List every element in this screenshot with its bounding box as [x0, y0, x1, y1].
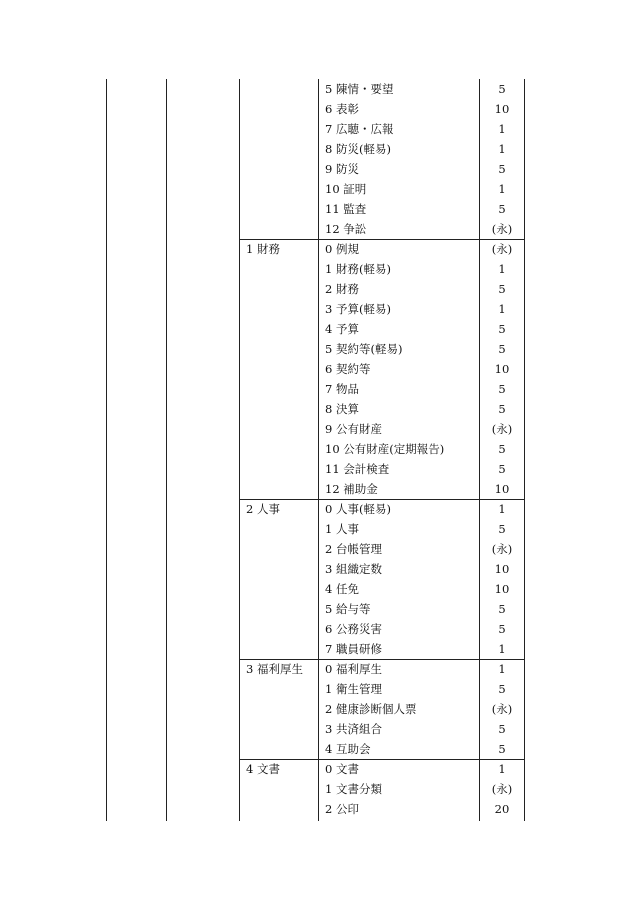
item-label: 9 公有財産 [325, 422, 382, 436]
retention-period: 10 [494, 562, 510, 576]
retention-period: 5 [498, 742, 506, 756]
item-label: 4 互助会 [325, 742, 371, 756]
retention-period: 20 [494, 802, 510, 816]
item-label: 1 人事 [325, 522, 359, 536]
item-label: 3 共済組合 [325, 722, 382, 736]
retention-period: 5 [498, 322, 506, 336]
item-label: 1 文書分類 [325, 782, 382, 796]
retention-period: 5 [498, 522, 506, 536]
retention-period: 1 [498, 642, 506, 656]
retention-period: 5 [498, 462, 506, 476]
item-label: 7 広聴・広報 [325, 122, 394, 136]
retention-period: 5 [498, 602, 506, 616]
category-label: 2 人事 [246, 502, 280, 516]
item-label: 10 公有財産(定期報告) [325, 442, 445, 456]
item-label: 4 任免 [325, 582, 359, 596]
item-label: 6 表彰 [325, 102, 359, 116]
retention-period: 5 [498, 622, 506, 636]
item-label: 8 防災(軽易) [325, 142, 391, 156]
retention-period: 10 [494, 362, 510, 376]
item-label: 4 予算 [325, 322, 359, 336]
retention-period: 5 [498, 282, 506, 296]
item-label: 8 決算 [325, 402, 359, 416]
retention-period: 5 [498, 202, 506, 216]
retention-period: 1 [498, 302, 506, 316]
item-label: 5 陳情・要望 [325, 82, 394, 96]
column-border [239, 79, 240, 821]
retention-period: 1 [498, 262, 506, 276]
item-label: 3 予算(軽易) [325, 302, 391, 316]
retention-period: 1 [498, 502, 506, 516]
retention-period: (永) [491, 242, 513, 256]
retention-period: (永) [491, 422, 513, 436]
item-label: 10 証明 [325, 182, 367, 196]
retention-period: 1 [498, 182, 506, 196]
item-label: 5 給与等 [325, 602, 371, 616]
item-label: 1 財務(軽易) [325, 262, 391, 276]
category-label: 1 財務 [246, 242, 280, 256]
item-label: 11 監査 [325, 202, 367, 216]
column-border [318, 79, 319, 821]
retention-period: 5 [498, 342, 506, 356]
retention-period: 5 [498, 722, 506, 736]
column-border [106, 79, 107, 821]
item-label: 0 文書 [325, 762, 359, 776]
retention-period: 10 [494, 482, 510, 496]
column-border [524, 79, 525, 821]
retention-period: 1 [498, 122, 506, 136]
retention-period: 1 [498, 662, 506, 676]
item-label: 3 組織定数 [325, 562, 382, 576]
retention-period: 5 [498, 82, 506, 96]
item-label: 0 例規 [325, 242, 359, 256]
item-label: 2 台帳管理 [325, 542, 382, 556]
item-label: 9 防災 [325, 162, 359, 176]
retention-period: (永) [491, 542, 513, 556]
item-label: 2 公印 [325, 802, 359, 816]
item-label: 6 公務災害 [325, 622, 382, 636]
item-label: 0 人事(軽易) [325, 502, 391, 516]
retention-period: 5 [498, 442, 506, 456]
retention-period: 10 [494, 582, 510, 596]
column-border [166, 79, 167, 821]
retention-period: 5 [498, 382, 506, 396]
retention-period: 1 [498, 142, 506, 156]
category-label: 3 福利厚生 [246, 662, 303, 676]
item-label: 2 財務 [325, 282, 359, 296]
retention-period: 5 [498, 682, 506, 696]
item-label: 6 契約等 [325, 362, 371, 376]
item-label: 5 契約等(軽易) [325, 342, 403, 356]
item-label: 12 補助金 [325, 482, 378, 496]
retention-period: (永) [491, 702, 513, 716]
item-label: 0 福利厚生 [325, 662, 382, 676]
retention-period: (永) [491, 782, 513, 796]
retention-period: 1 [498, 762, 506, 776]
item-label: 12 争訟 [325, 222, 367, 236]
category-label: 4 文書 [246, 762, 280, 776]
item-label: 7 物品 [325, 382, 359, 396]
item-label: 7 職員研修 [325, 642, 382, 656]
retention-period: 5 [498, 162, 506, 176]
column-border [479, 79, 480, 821]
retention-period: 5 [498, 402, 506, 416]
item-label: 1 衛生管理 [325, 682, 382, 696]
retention-period: 10 [494, 102, 510, 116]
item-label: 11 会計検査 [325, 462, 390, 476]
retention-period: (永) [491, 222, 513, 236]
item-label: 2 健康診断個人票 [325, 702, 417, 716]
